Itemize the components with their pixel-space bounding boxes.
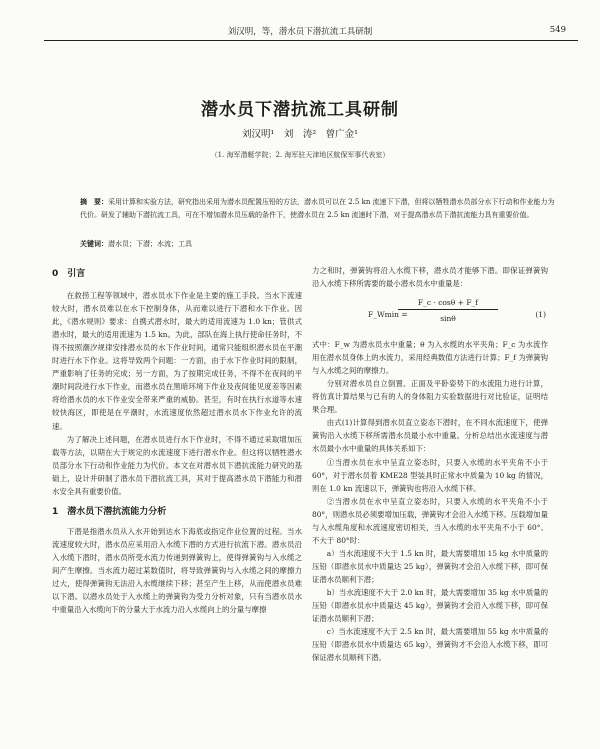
- equation-numerator: F_c · cosθ + F_f: [417, 298, 479, 308]
- page-number: 549: [549, 25, 566, 35]
- abstract-label: 摘 要：: [80, 198, 108, 206]
- abstract-text: 采用计算和实验方法，研究指出采用为潜水员配置压铅的方法，潜水员可以在 2.5 kn 流速下下潜，但将以牺牲潜水员部分水下行动和作业能力为代价。研发了辅助下潜抗流工具，可在不增加潜水员压载的条件下，使潜水员在 2.5 kn 流速时下潜，对于提高潜水员下潜抗流能力具有重要价值。: [80, 198, 555, 220]
- keywords-label: 关键词：: [80, 240, 108, 248]
- equation-definitions: 式中：F_w 为潜水员水中重量；θ 为入水缆的水平夹角；F_c 为水流作用在潜水员身体上的水流力，采用经典数值方法进行计算；F_f 为弹簧钩与入水缆之间的摩擦力。: [312, 340, 548, 376]
- right-paragraph-4: ①当潜水员在水中呈直立姿态时，只要入水缆的水平夹角不小于 60°，对于潜水员着 KME28 型装具时正常水中质量为 10 kg 的情况，则在 1.0 kn 流速以下，弹簧钩也将沿入水缆下移。: [312, 457, 548, 493]
- fraction-bar: [398, 309, 498, 310]
- header-rule: [44, 40, 578, 41]
- intro-paragraph-1: 在救捞工程等领域中，潜水员水下作业是主要的施工手段。当水下流速较大时，潜水员难以在水下控制身体，从而难以进行下潜和水下作业。因此，《潜水规则》要求：自携式潜水时，最大的适用流速为 1.0 kn；管供式潜水时，最大的适用流速为 1.5 kn。为此，部队在海上执行使命任务时，不得不按照潮汐规律安排潜水员的水下作业时间，通常只能组织潜水员在平潮时进行水下作业。这将导致两个问题：一方面，由于水下作业时间的限制，严重影响了任务的完成；另一方面，为了按期完成任务，不得不在夜间的平潮时间段进行水下作业，而潜水员在黑暗环境下作业及夜间能见度差等因素将给潜水员的水下作业安全带来严重的威胁。甚至，有时在执行水道等水速较快海区，即使是在平潮时，水流速度依然超过潜水员水下作业允许的流速。: [52, 291, 302, 431]
- section-1-paragraph: 下潜是指潜水员从入水开始到达水下海底或指定作业位置的过程。当水流速度较大时，潜水员应采用沿入水缆下潜的方式进行抗流下潜。潜水员沿入水缆下潜时，潜水员所受水流力传递到弹簧钩上，使得弹簧钩与入水缆之间产生摩擦。当水流力超过某数值时，将导致弹簧钩与入水缆之间的摩擦力过大，使得弹簧钩无法沿入水缆继续下移；甚至产生上移，从而使潜水员难以下潜。以潜水员处于入水缆上的弹簧钩为受力分析对象，只有当潜水员水中重量沿入水缆向下的分量大于水流力沿入水缆向上的分量与摩擦: [52, 526, 302, 615]
- list-item-b: b）当水流速度不大于 2.0 kn 时，最大需要增加 35 kg 水中质量的压铅（即潜水员水中质量达 45 kg），弹簧钩才会沿入水缆下移，即可保证潜水员顺利下潜；: [312, 587, 548, 624]
- left-column: [52, 266, 302, 616]
- equation-number: (1): [535, 310, 546, 320]
- paper-authors: 刘汉明¹ 刘 涛² 曾广金¹: [242, 129, 358, 140]
- list-item-a: a）当水流速度不大于 1.5 kn 时，最大需要增加 15 kg 水中质量的压铅（即潜水员水中质量达 25 kg），弹簧钩才会沿入水缆下移，即可保证潜水员顺利下潜；: [312, 548, 548, 584]
- intro-paragraph-2: 为了解决上述问题，在潜水员进行水下作业时，不得不通过采取增加压载等方法，以期在大于规定的水流速度下进行潜水作业。但这将以牺牲潜水员部分水下行动和作业能力为代价。本文在对潜水员下潜抗流能力研究的基础上，设计并研制了潜水员下潜抗流工具，其对于提高潜水员下潜能力和潜水安全具有重要价值。: [52, 434, 302, 496]
- equation-1: [312, 296, 548, 334]
- list-item-c: c）当水流速度不大于 2.5 kn 时，最大需要增加 55 kg 水中质量的压铅（即潜水员水中质量达 65 kg），弹簧钩才不会沿入水缆下移，即可保证潜水员顺利下潜。: [312, 627, 548, 663]
- abstract: [80, 196, 558, 222]
- right-paragraph-2: 分别对潜水员自立倒置、正面及平卧姿势下的水流阻力进行计算，将仿真计算结果与已有的人的身体阻力实验数据进行对比验证，证明结果合理。: [312, 379, 548, 415]
- right-column: [312, 264, 548, 664]
- equation-lhs: F_Wmin =: [368, 310, 408, 320]
- right-paragraph-5: ②当潜水员在水中呈直立姿态时，只要入水缆的水平夹角不小于 80°，则潜水员必须要增加压载，弹簧钩才会沿入水缆下移。压载增加量与入水缆角度和水流速度密切相关，当入水缆的水平夹角不小于 60°、不大于 80°时：: [312, 496, 548, 545]
- section-0-heading: 0 引言: [52, 269, 86, 279]
- right-paragraph-3: 由式(1)计算得到潜水员直立姿态下潜时，在不同水流速度下，使弹簧钩沿入水缆下移所需潜水员最小水中重量。分析总结出水流速度与潜水员最小水中重量的具体关系如下：: [312, 418, 548, 454]
- right-paragraph-top: 力之和时，弹簧钩将沿入水缆下移，潜水员才能够下潜。即保证弹簧钩沿入水缆下移所需要的最小潜水员水中重量是：: [312, 266, 548, 289]
- equation-denominator: sinθ: [440, 314, 456, 324]
- running-title: 刘汉明，等，潜水员下潜抗流工具研制: [227, 27, 373, 37]
- keywords-text: 潜水员；下潜；水流；工具: [108, 240, 192, 248]
- section-1-heading: 1 潜水员下潜抗流能力分析: [52, 506, 167, 517]
- paper-affiliations: （1. 海军潜艇学院；2. 海军驻天津地区航保军事代表室）: [210, 151, 390, 159]
- running-header: [0, 22, 600, 38]
- keywords: [80, 239, 558, 249]
- paper-title: 潜水员下潜抗流工具研制: [201, 100, 399, 120]
